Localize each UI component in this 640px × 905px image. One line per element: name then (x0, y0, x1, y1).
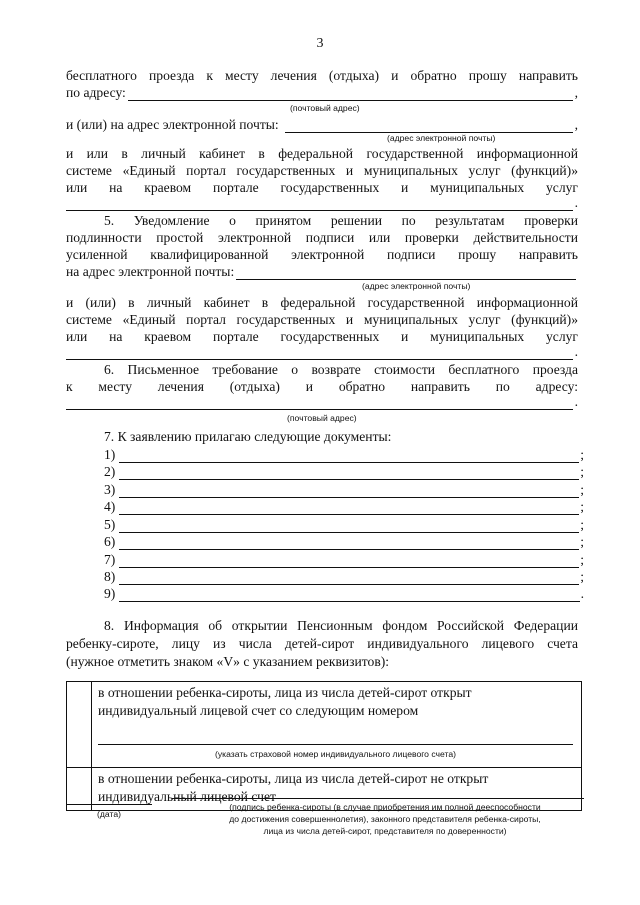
p1-line3-prefix: и (или) на адрес электронной почты: (66, 117, 279, 132)
doc-item-end: ; (580, 569, 584, 584)
signature-caption-2: до достижения совершеннолетия), законного представителя ребенка-сироты, (229, 814, 541, 824)
doc-item-end: ; (580, 447, 584, 462)
postal-address-caption: (почтовый адрес) (290, 103, 360, 113)
doc-item-number: 4) (104, 499, 116, 514)
p5-portal-field[interactable] (66, 346, 573, 360)
doc-item-field[interactable] (119, 537, 579, 550)
p1-line6: или на краевом портале государственных и муниципальных услуг (66, 180, 578, 195)
doc-item-number: 6) (104, 534, 116, 549)
p5-portal-row (66, 343, 578, 360)
email-field[interactable] (285, 119, 573, 133)
postal-address-field[interactable] (128, 87, 573, 101)
doc-item-field[interactable] (119, 485, 579, 498)
checkbox-opened[interactable] (67, 682, 92, 768)
portal-row (66, 194, 578, 211)
doc-item-end: ; (580, 534, 584, 549)
page-number: 3 (316, 36, 324, 51)
doc-item-field[interactable] (119, 572, 579, 585)
doc-item-end: ; (580, 517, 584, 532)
p1-line2-prefix: по адресу: (66, 85, 126, 100)
postal-address-row (66, 84, 578, 101)
p5-line4-prefix: на адрес электронной почты: (66, 264, 235, 279)
email-caption: (адрес электронной почты) (387, 133, 496, 143)
p1-line4: и или в личный кабинет в федеральной государственной информационной (66, 146, 578, 161)
p5-email-field[interactable] (236, 266, 576, 280)
p5-line7: или на краевом портале государственных и муниципальных услуг (66, 329, 578, 344)
doc-item-1 (104, 446, 584, 463)
doc-item-3 (104, 481, 584, 498)
p6-postal-caption: (почтовый адрес) (287, 413, 357, 423)
doc-item-9 (104, 585, 584, 602)
opt2-line2: индивидуальный лицевой счет (98, 789, 276, 804)
doc-item-number: 3) (104, 482, 116, 497)
doc-item-field[interactable] (119, 502, 579, 515)
p5-email-caption: (адрес электронной почты) (362, 281, 471, 291)
doc-item-field[interactable] (119, 555, 579, 568)
p6-address-field[interactable] (66, 396, 573, 410)
p5-line6: системе «Единый портал государственных и муниципальных услуг (функций)» (66, 312, 578, 327)
p8-line2: ребенку-сироте, лицу из числа детей-сирот индивидуального лицевого счета (66, 636, 578, 651)
portal-field[interactable] (66, 197, 573, 211)
doc-item-end: ; (580, 464, 584, 479)
option-opened-text (92, 682, 582, 768)
opt1-line2: индивидуальный лицевой счет со следующим номером (98, 703, 419, 718)
p1-line1: бесплатного проезда к месту лечения (отдыха) и обратно прошу направить (66, 68, 578, 83)
p8-line3: (нужное отметить знаком «V» с указанием реквизитов): (66, 654, 390, 669)
p7-title: 7. К заявлению прилагаю следующие документы: (104, 429, 392, 444)
doc-item-number: 7) (104, 552, 116, 567)
doc-item-field[interactable] (119, 520, 579, 533)
p5-line3: усиленной квалифицированной электронной подписи прошу направить (66, 247, 578, 262)
doc-item-end: ; (580, 482, 584, 497)
doc-item-8 (104, 568, 584, 585)
doc-item-end: ; (580, 499, 584, 514)
p1-line7-end: . (574, 195, 578, 210)
signature-caption-3: лица из числа детей-сирот, представителя по доверенности) (263, 826, 507, 836)
signature-caption-1: (подпись ребенка-сироты (в случае приобретения им полной дееспособности (229, 802, 541, 812)
p1-line2-end: , (574, 85, 578, 100)
p6-line3-end: . (574, 394, 578, 409)
doc-item-7 (104, 551, 584, 568)
doc-item-4 (104, 498, 584, 515)
doc-item-field[interactable] (119, 450, 579, 463)
date-caption: (дата) (97, 809, 121, 819)
snils-field[interactable] (98, 730, 573, 745)
doc-item-end: ; (580, 552, 584, 567)
date-line[interactable] (66, 804, 152, 805)
p6-line2: к месту лечения (отдыха) и обратно направить по адресу: (66, 379, 578, 394)
doc-item-field[interactable] (119, 589, 580, 602)
doc-item-end: . (580, 586, 584, 601)
doc-item-number: 5) (104, 517, 116, 532)
p6-address-row (66, 393, 578, 410)
doc-item-2 (104, 463, 584, 480)
account-options-table (66, 681, 582, 811)
doc-item-number: 8) (104, 569, 116, 584)
doc-item-number: 1) (104, 447, 116, 462)
snils-caption: (указать страховой номер индивидуального лицевого счета) (215, 749, 456, 759)
p5-line2: подлинности простой электронной подписи или проверки действительности (66, 230, 578, 245)
opt1-line1: в отношении ребенка-сироты, лица из числа детей-сирот открыт (98, 685, 472, 700)
opt2-line1: в отношении ребенка-сироты, лица из числа детей-сирот не открыт (98, 771, 489, 786)
option-opened (67, 682, 582, 768)
doc-item-5 (104, 516, 584, 533)
p6-line1: 6. Письменное требование о возврате стоимости бесплатного проезда (104, 362, 578, 377)
signature-line[interactable] (172, 798, 584, 799)
doc-item-field[interactable] (119, 467, 579, 480)
p8-line1: 8. Информация об открытии Пенсионным фондом Российской Федерации (104, 618, 578, 633)
p1-line3-end: , (574, 117, 578, 132)
doc-item-6 (104, 533, 584, 550)
doc-item-number: 9) (104, 586, 116, 601)
p5-line8-end: . (574, 344, 578, 359)
p5-email-row (66, 263, 578, 280)
doc-item-number: 2) (104, 464, 116, 479)
p1-line5: системе «Единый портал государственных и муниципальных услуг (функций)» (66, 163, 578, 178)
p5-line1: 5. Уведомление о принятом решении по результатам проверки (104, 213, 578, 228)
email-row (66, 116, 578, 133)
p5-line5: и (или) в личный кабинет в федеральной государственной информационной (66, 295, 578, 310)
